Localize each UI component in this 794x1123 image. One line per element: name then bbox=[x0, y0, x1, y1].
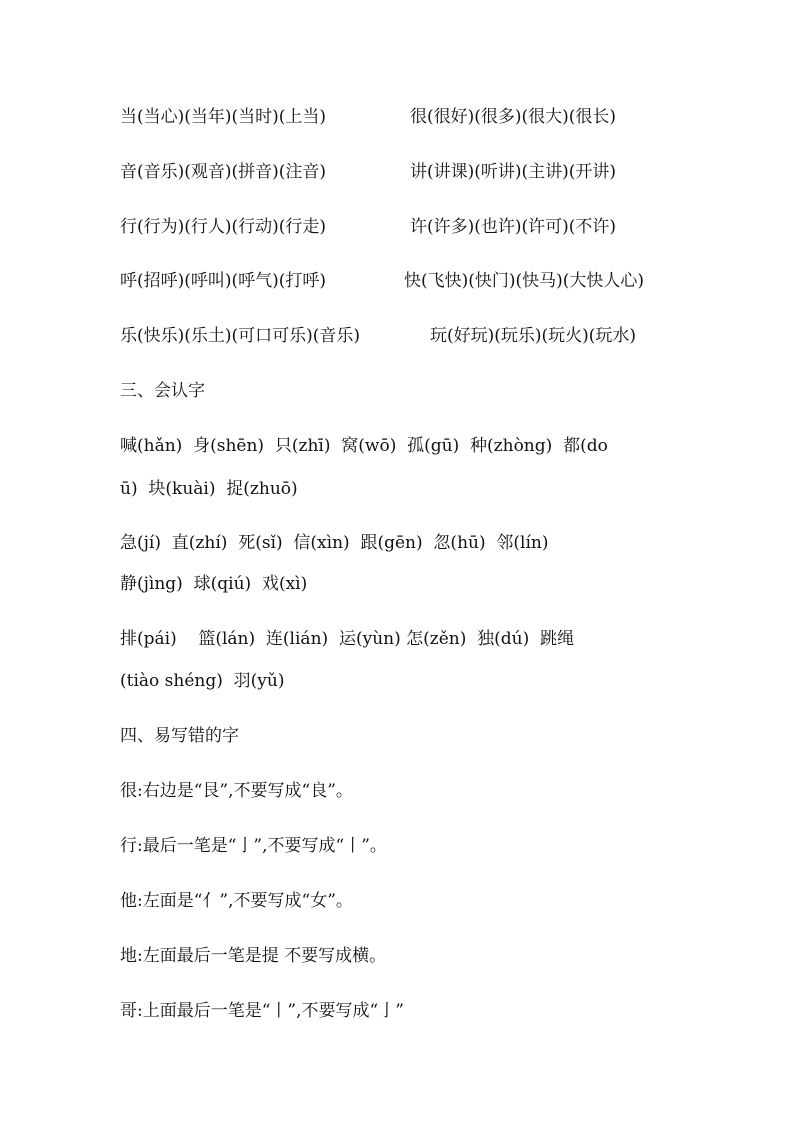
recognition-line: 排(pái) 篮(lán) 连(lián) 运(yùn) 怎(zěn) 独(dú) 跳绳 bbox=[120, 629, 575, 649]
word-group-left: 音(音乐)(观音)(拼音)(注音) bbox=[120, 162, 327, 182]
error-prone-char-note: 哥:上面最后一笔是“丨”,不要写成“亅” bbox=[120, 1001, 404, 1021]
word-group-left: 行(行为)(行人)(行动)(行走) bbox=[120, 217, 327, 237]
error-prone-char-note: 地:左面最后一笔是提 不要写成横。 bbox=[120, 946, 387, 966]
section-3-title: 三、会认字 bbox=[120, 381, 205, 401]
word-group-right: 很(很好)(很多)(很大)(很长) bbox=[410, 107, 617, 127]
section-4-title: 四、易写错的字 bbox=[120, 726, 239, 746]
word-group-left: 乐(快乐)(乐土)(可口可乐)(音乐) bbox=[120, 326, 361, 346]
word-group-left: 当(当心)(当年)(当时)(上当) bbox=[120, 107, 327, 127]
error-prone-char-note: 他:左面是“亻”,不要写成“女”。 bbox=[120, 891, 353, 911]
recognition-line: (tiào shéng) 羽(yǔ) bbox=[120, 671, 285, 691]
error-prone-char-note: 很:右边是“艮”,不要写成“良”。 bbox=[120, 781, 353, 801]
word-group-left: 呼(招呼)(呼叫)(呼气)(打呼) bbox=[120, 271, 327, 291]
recognition-line: 静(jìng) 球(qiú) 戏(xì) bbox=[120, 574, 308, 594]
word-group-right: 许(许多)(也许)(许可)(不许) bbox=[410, 217, 617, 237]
recognition-line: 急(jí) 直(zhí) 死(sǐ) 信(xìn) 跟(gēn) 忽(hū) 邻(lín) bbox=[120, 533, 549, 553]
word-group-right: 快(飞快)(快门)(快马)(大快人心) bbox=[404, 271, 645, 291]
error-prone-char-note: 行:最后一笔是“亅”,不要写成“丨”。 bbox=[120, 836, 387, 856]
word-group-right: 讲(讲课)(听讲)(主讲)(开讲) bbox=[410, 162, 617, 182]
recognition-line: ū) 块(kuài) 捉(zhuō) bbox=[120, 479, 298, 499]
word-group-right: 玩(好玩)(玩乐)(玩火)(玩水) bbox=[430, 326, 637, 346]
recognition-line: 喊(hǎn) 身(shēn) 只(zhī) 窝(wō) 孤(gū) 种(zhòng) 都(do bbox=[120, 436, 608, 456]
